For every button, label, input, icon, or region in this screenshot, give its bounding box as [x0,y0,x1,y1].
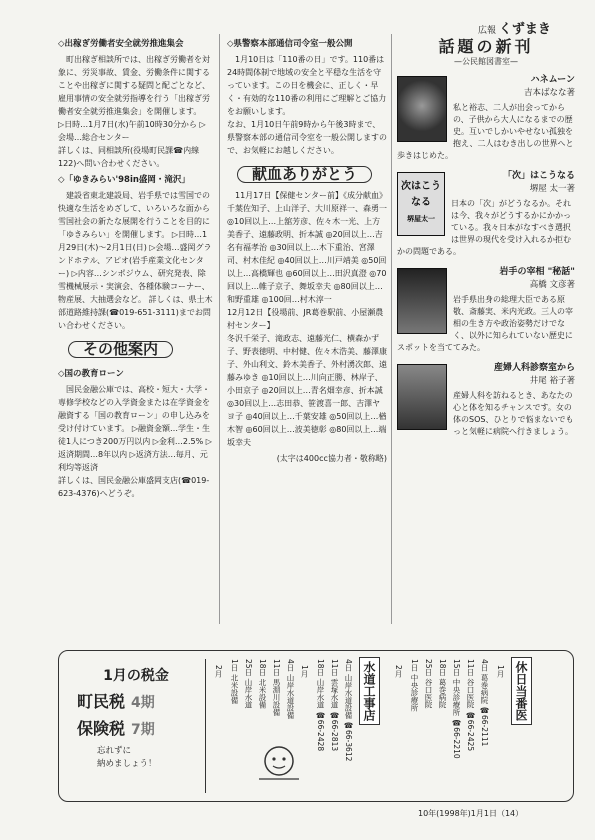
book-cover-image [397,76,447,142]
kyujitsu-month-1: 1月 [496,665,505,678]
mascot-illustration [239,739,319,787]
book-cover-image [397,172,445,236]
book-title: ハネムーン [530,75,575,85]
book-author: 高橋 文彦著 [529,280,575,290]
book-cover-text: 次はこうなる [401,181,441,208]
section-body: 建設省東北建設局、岩手県では雪国での快適な生活をめざして、いろいろな面から雪国社会の新たな展開を行うことを目的に「ゆきみらい」を開催します。 ▷日時…1月29日(木)〜2月1日(日) ▷会場…盛岡グランドホテル、アピオ(岩手産業文化センター) ▷内容…シンポジウム、研究発表、除雪機械展示・実演会、各種体験コーナー、物産展、大抽選会など。 詳しくは、県土木部道路維持課(☎019-651-3111)までお問い合わせください。 [58,191,213,330]
tax-term: 7期 [131,722,155,738]
book-description: 日本の「次」がどうなるか。それは今、我々がどうするかにかかっている。我々日本がなすべき選択は世界の現代を受け入れるか拒むかの問題である。 [397,199,571,256]
tax-term: 4期 [131,695,155,711]
tax-title: 1月の税金 [103,668,169,684]
donor-list: 11月17日【保健センター前】《成分献血》千葉佐知子、上山洋子、大川原祥一、森勇一 ◎10回以上…上舘芳彦、佐々木一光、上方美香子、遠藤政明、折本誠 ◎20回以上…吉名有福孝治 ◎30回以上…木下重治、宮澤司、村木佳紀 ◎40回以上…川戸靖美 ◎50回以上…高橋輝也 ◎60回以上…田沢真澄 ◎70回以上…帷子京子、舞坂幸夫 ◎80回以上…和野重雄 ◎100回…村木淳一 12月12日【役場前、JR葛巻駅前、小屋瀬農村センター】 冬沢千栄子、滝政志、遠藤光仁、横森かず子、野表徳明、中村健、佐々木浩美、藤澤康子、外山利文、鈴木美香子、外村湧次郎、遠藤みゆき ◎10回以上…川向正勝、林岸子、小田京子 ◎20回以上…青名畑幸彦、折本誠 ◎30回以上…志田恭、笹渡喜一郎、吉澤ヤヨ子 ◎40回以上…千葉安雄 ◎50回以上…楢木智 ◎60回以上…波美徳彰 ◎80回以上…端坂幸夫 [227,191,387,447]
suido-item: 18日 北米設備 [258,659,267,709]
book-title: 「次」はこうなる [502,171,575,181]
column-divider [219,34,220,624]
section-title: ◇「ゆきみらい'98in盛岡・滝沢」 [58,175,190,185]
book-title: 岩手の宰相 "秘話" [499,267,575,277]
tax-name: 保険税 [77,719,126,738]
column-divider [391,34,392,624]
column-2 [227,34,387,465]
book-item [397,170,575,258]
kyujitsu-month-2: 2月 [394,665,403,678]
book-cover-image [397,364,447,430]
suido-heading: 水道工事店 [359,657,380,725]
suido-item: 11日 雲塚水道 ☎66-2813 [330,659,339,752]
book-description: 岩手県出身の総理大臣である原敬、斎藤実、米内光政。三人の宰相の生き方や政治姿勢だけでなく、以外に知られていない歴史にスポットを当ててみた。 [397,295,573,352]
masthead-title: くずまき [498,22,551,37]
new-books-title: 話題の新刊 [438,37,534,56]
section-title: ◇国の教育ローン [58,369,124,379]
suido-item: 25日 山岸水道 [244,659,253,709]
section-body: 国民金融公庫では、高校・短大・大学・専修学校などの入学資金または在学資金を融資する「国の教育ローン」の申し込みを受け付けています。 ▷融資金額…学生・生徒1人につき200万円以内 ▷金利…2.5% ▷返済期間…8年以内 ▷返済方法…毎月、元利均等返済 詳しくは、国民金融公庫盛岡支店(☎019-623-4376)へどうぞ。 [58,385,212,498]
book-cover-author: 堺屋太一 [407,215,435,223]
suido-month-1: 1月 [300,665,309,678]
tax-row [77,689,205,712]
suido-item: 18日 山岸水道 ☎66-2428 [316,659,325,752]
book-description: 私と裕志、二人が出会ってからの、子供から大人になるまでの歴史。互いでしかいやせない孤独を抱え、二人はむき出しの世界へと歩きはじめた。 [397,103,574,160]
suido-month-2: 2月 [214,665,223,678]
blood-donation-heading: 献血ありがとう [237,166,372,183]
book-author: 吉本ばなな著 [523,88,575,98]
section-body: 町出稼ぎ相談所では、出稼ぎ労働者を対象に、労災事故、賃金、労働条件に関することや出稼ぎに関する疑問と配ごとなど、雇用事情の安全就労指導を行う「出稼ぎ労働者安全就労推進集会」を開催します。 ▷日時…1月7日(水)午前10時30分から ▷会場…総合センター 詳しくは、同相談所(役場町民課☎内線122)へ問い合わせください。 [58,55,210,168]
section-body: 1月10日は「110番の日」です。110番は24時間体制で地域の安全と平穏な生活を守っています。この日を機会に、正しく・早く・有効的な110番の利用にご理解とご協力をお願いします。 なお、1月10日午前9時から午後3時まで、県警察本部の通信司令室を一般公開しますので、お気軽にお越しください。 [227,55,387,155]
masthead-label: 広報 [478,26,497,36]
tax-name: 町民税 [77,692,126,711]
column-1 [58,34,213,503]
kyujitsu-item: 1日 中央診療所 [410,659,419,712]
book-cover-image [397,268,447,334]
suido-item: 4日 山岸水道設備 [286,659,295,719]
section-title: ◇県警察本部通信司令室一般公開 [227,39,353,49]
tax-row [77,716,205,739]
other-info-heading: その他案内 [68,341,173,358]
kyujitsu-item: 25日 谷口医院 [424,659,433,709]
page-footer: 10年(1998年)1月1日（14） [418,809,524,818]
donor-note: (太字は400cc協力者・敬称略) [276,454,387,463]
new-books-subtitle: —公民館図書室— [454,57,518,66]
column-3 [397,34,575,446]
section-title: ◇出稼ぎ労働者安全就労推進集会 [58,39,184,49]
suido-item: 1日 北米設備 [230,659,239,704]
book-author: 井尾 裕子著 [529,376,575,386]
kyujitsu-item: 11日 谷口医院 ☎66-2425 [466,659,475,752]
kyujitsu-item: 4日 葛巻病院 ☎66-2111 [480,659,489,747]
suido-item: 11日 馬淵川設備 [272,659,281,716]
tax-note: 忘れずに 納めましょう！ [97,746,157,769]
book-title: 産婦人科診察室から [493,363,575,373]
book-author: 堺屋 太一著 [529,184,575,194]
kyujitsu-heading: 休日当番医 [511,657,532,725]
tax-panel [67,659,206,793]
kyujitsu-item: 18日 葛巻病院 [438,659,447,709]
book-item [397,74,575,162]
suido-item: 4日 山岸水道設備 ☎66-3612 [344,659,353,762]
book-item [397,362,575,438]
kyujitsu-item: 15日 中央診療所 ☎66-2210 [452,659,461,759]
book-item [397,266,575,354]
book-description: 産婦人科を訪ねるとき、あなたの心と体を知るチャンスです。女の体のSOS、ひとりで悩まないでもっと気軽に病院へ行きましょう。 [453,391,574,436]
bottom-info-box [58,650,574,802]
